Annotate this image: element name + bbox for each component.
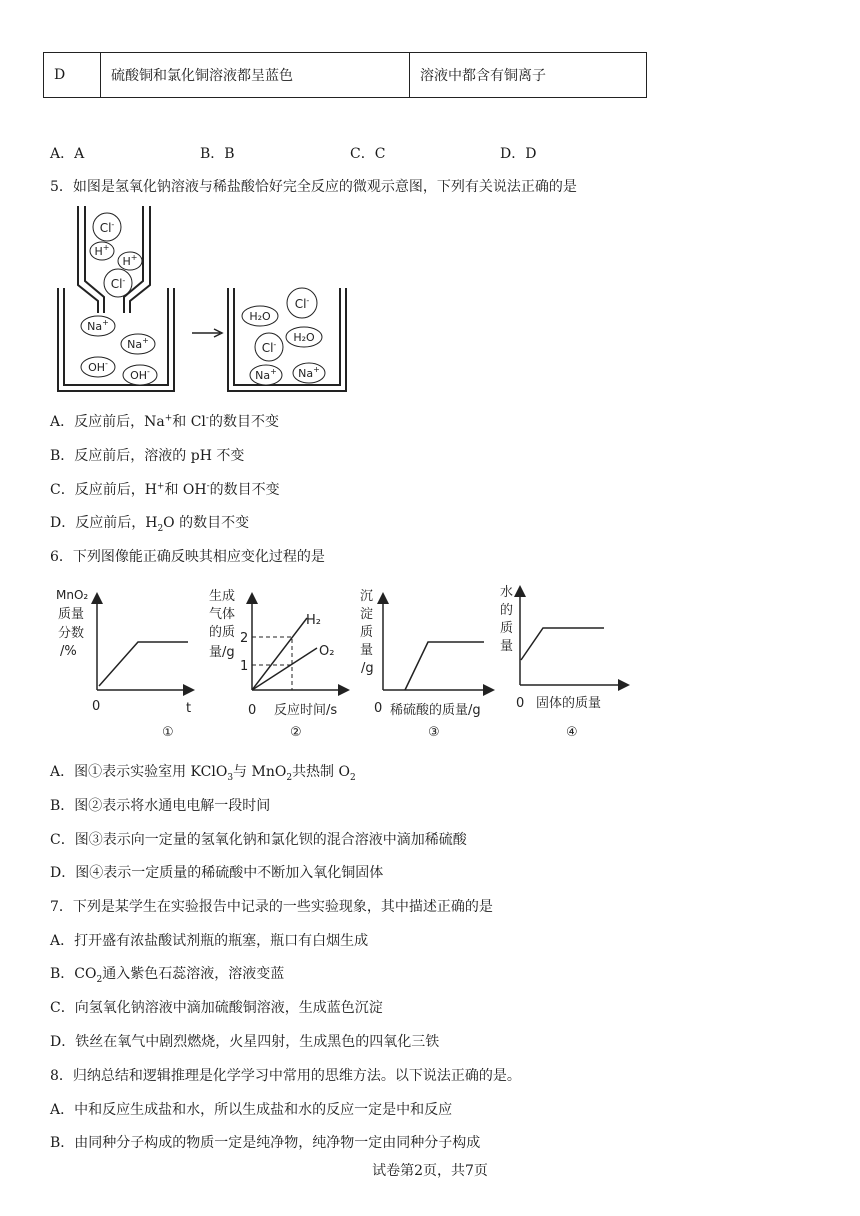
ion-charge: + [313,365,320,374]
g2-origin: 0 [248,703,257,718]
g1-ylabel: 分数 [58,626,85,641]
g2-ylabel: 生成 [209,589,236,604]
g2-ylabel: 量/g [209,645,235,660]
q7-option-b-text: B．CO [50,966,97,982]
q5-option-a-text: A．反应前后，Na [50,414,165,430]
ion-charge: - [273,340,277,349]
g3-number: ③ [428,725,440,740]
table-cell-explanation: 溶液中都含有铜离子 [410,53,647,98]
ion-charge: + [130,253,138,262]
ion-charge: - [147,367,150,376]
ion-na: Na [127,338,143,351]
g4-xlabel: 固体的质量 [536,696,602,711]
q5-option-d[interactable] [50,512,249,534]
q6-option-a-text: A．图①表示实验室用 KClO [50,764,228,780]
g4-ylabel: 量 [500,639,514,654]
q6-option-d[interactable]: D．图④表示一定质量的稀硫酸中不断加入氧化铜固体 [50,865,384,881]
g3-ylabel: 质 [360,625,374,640]
q5-option-c-text: 和 OH [164,482,207,498]
q5-option-a-sup: - [205,413,209,424]
q5-option-a-text: 和 Cl [172,414,206,430]
g2-tick-2: 2 [240,631,249,646]
molecule-h2o: H₂O [293,331,315,344]
ion-charge: + [102,243,110,252]
molecule-h2o: H₂O [249,310,271,323]
q4-option-c[interactable]: C．C [350,146,386,162]
q7-option-a[interactable]: A．打开盛有浓盐酸试剂瓶的瓶塞，瓶口有白烟生成 [50,933,369,949]
q4-option-b[interactable]: B．B [200,146,235,162]
q6-option-c[interactable]: C．图③表示向一定量的氢氧化钠和氯化钡的混合溶液中滴加稀硫酸 [50,832,467,848]
q6-option-b[interactable]: B．图②表示将水通电电解一段时间 [50,798,271,814]
g3-ylabel: /g [361,661,374,676]
g4-ylabel: 水 [500,585,514,600]
ion-cl: Cl [110,277,123,291]
g4-origin: 0 [516,696,525,711]
g3-ylabel: 量 [360,643,374,658]
q5-option-d-text: O 的数目不变 [163,515,250,531]
q6-option-a[interactable] [50,761,356,783]
ion-oh: OH [130,369,148,382]
q5-stem: 5．如图是氢氧化钠溶液与稀盐酸恰好完全反应的微观示意图，下列有关说法正确的是 [50,179,577,195]
answer-table-row-d [43,52,647,98]
q7-option-b-text: 通入紫色石蕊溶液，溶液变蓝 [102,966,285,982]
ion-na: Na [298,367,314,380]
g4-ylabel: 的 [500,603,514,618]
q7-option-b-sub: 2 [96,974,103,985]
q8-option-a[interactable]: A．中和反应生成盐和水，所以生成盐和水的反应一定是中和反应 [50,1102,453,1118]
g1-origin: 0 [92,699,101,714]
q5-option-a-text: 的数目不变 [208,414,279,430]
q8-stem: 8．归纳总结和逻辑推理是化学学习中常用的思维方法。以下说法正确的是。 [50,1068,521,1084]
ion-charge: - [105,359,108,368]
table-cell-label: D [44,53,101,98]
q7-option-d[interactable]: D．铁丝在氧气中剧烈燃烧，火星四射，生成黑色的四氧化三铁 [50,1034,440,1050]
table-cell-phenomenon: 硫酸铜和氯化铜溶液都呈蓝色 [101,53,410,98]
g2-ylabel: 的质 [209,625,236,640]
q6-option-a-sub: 3 [227,772,234,783]
g2-tick-1: 1 [240,659,249,674]
q6-stem: 6．下列图像能正确反映其相应变化过程的是 [50,549,325,565]
ion-charge: - [111,220,115,229]
page-footer: 试卷第2页，共7页 [372,1163,488,1179]
ion-na: Na [255,369,271,382]
ion-cl: Cl [261,341,274,355]
q8-option-b[interactable]: B．由同种分子构成的物质一定是纯净物，纯净物一定由同种分子构成 [50,1135,481,1151]
q7-stem: 7．下列是某学生在实验报告中记录的一些实验现象，其中描述正确的是 [50,899,493,915]
ion-na: Na [87,320,103,333]
g4-ylabel: 质 [500,621,514,636]
g3-ylabel: 沉 [360,589,374,604]
g1-ylabel: MnO₂ [56,588,89,602]
q5-reaction-diagram [52,203,362,398]
q7-option-c[interactable]: C．向氢氧化钠溶液中滴加硫酸铜溶液，生成蓝色沉淀 [50,1000,383,1016]
ion-oh: OH [88,361,106,374]
q5-option-c[interactable] [50,479,280,499]
ion-cl: Cl [99,221,112,235]
ion-h: H [94,245,103,258]
q5-option-a[interactable] [50,411,279,431]
g2-xlabel: 反应时间/s [274,703,338,718]
g2-ylabel: 气体 [209,607,236,622]
q5-option-d-sub: 2 [157,523,164,534]
ion-charge: + [270,367,277,376]
q5-option-c-sup: + [156,481,165,492]
q4-option-a[interactable]: A．A [50,146,85,162]
q5-option-c-text: C．反应前后，H [50,482,157,498]
g1-ylabel: /% [60,644,77,659]
q6-option-a-sub: 2 [350,772,356,783]
ion-charge: + [142,336,149,345]
g4-number: ④ [566,725,578,740]
g1-xlabel: t [186,701,192,716]
g3-ylabel: 淀 [360,607,374,622]
q5-option-c-sup: - [206,481,210,492]
q6-option-a-text: 共热制 O [292,764,350,780]
g2-h2-label: H₂ [306,613,321,628]
g1-ylabel: 质量 [58,607,85,622]
ion-charge: + [102,318,109,327]
g2-o2-label: O₂ [319,644,335,659]
q6-option-a-text: 与 MnO [233,764,287,780]
ion-h: H [122,255,131,268]
ion-charge: - [306,296,310,305]
q6-option-a-sub: 2 [286,772,293,783]
q4-option-d[interactable]: D．D [500,146,537,162]
q5-option-a-sup: + [164,413,173,424]
ion-charge: - [122,276,126,285]
g3-xlabel: 稀硫酸的质量/g [390,703,481,718]
g2-number: ② [290,725,302,740]
g1-number: ① [162,725,174,740]
q7-option-b[interactable] [50,963,284,985]
q5-option-c-text: 的数目不变 [209,482,280,498]
g3-origin: 0 [374,701,383,716]
q5-option-d-text: D．反应前后，H [50,515,158,531]
q5-option-b[interactable]: B．反应前后，溶液的 pH 不变 [50,448,245,464]
q6-graphs [52,580,637,740]
ion-cl: Cl [294,297,307,311]
